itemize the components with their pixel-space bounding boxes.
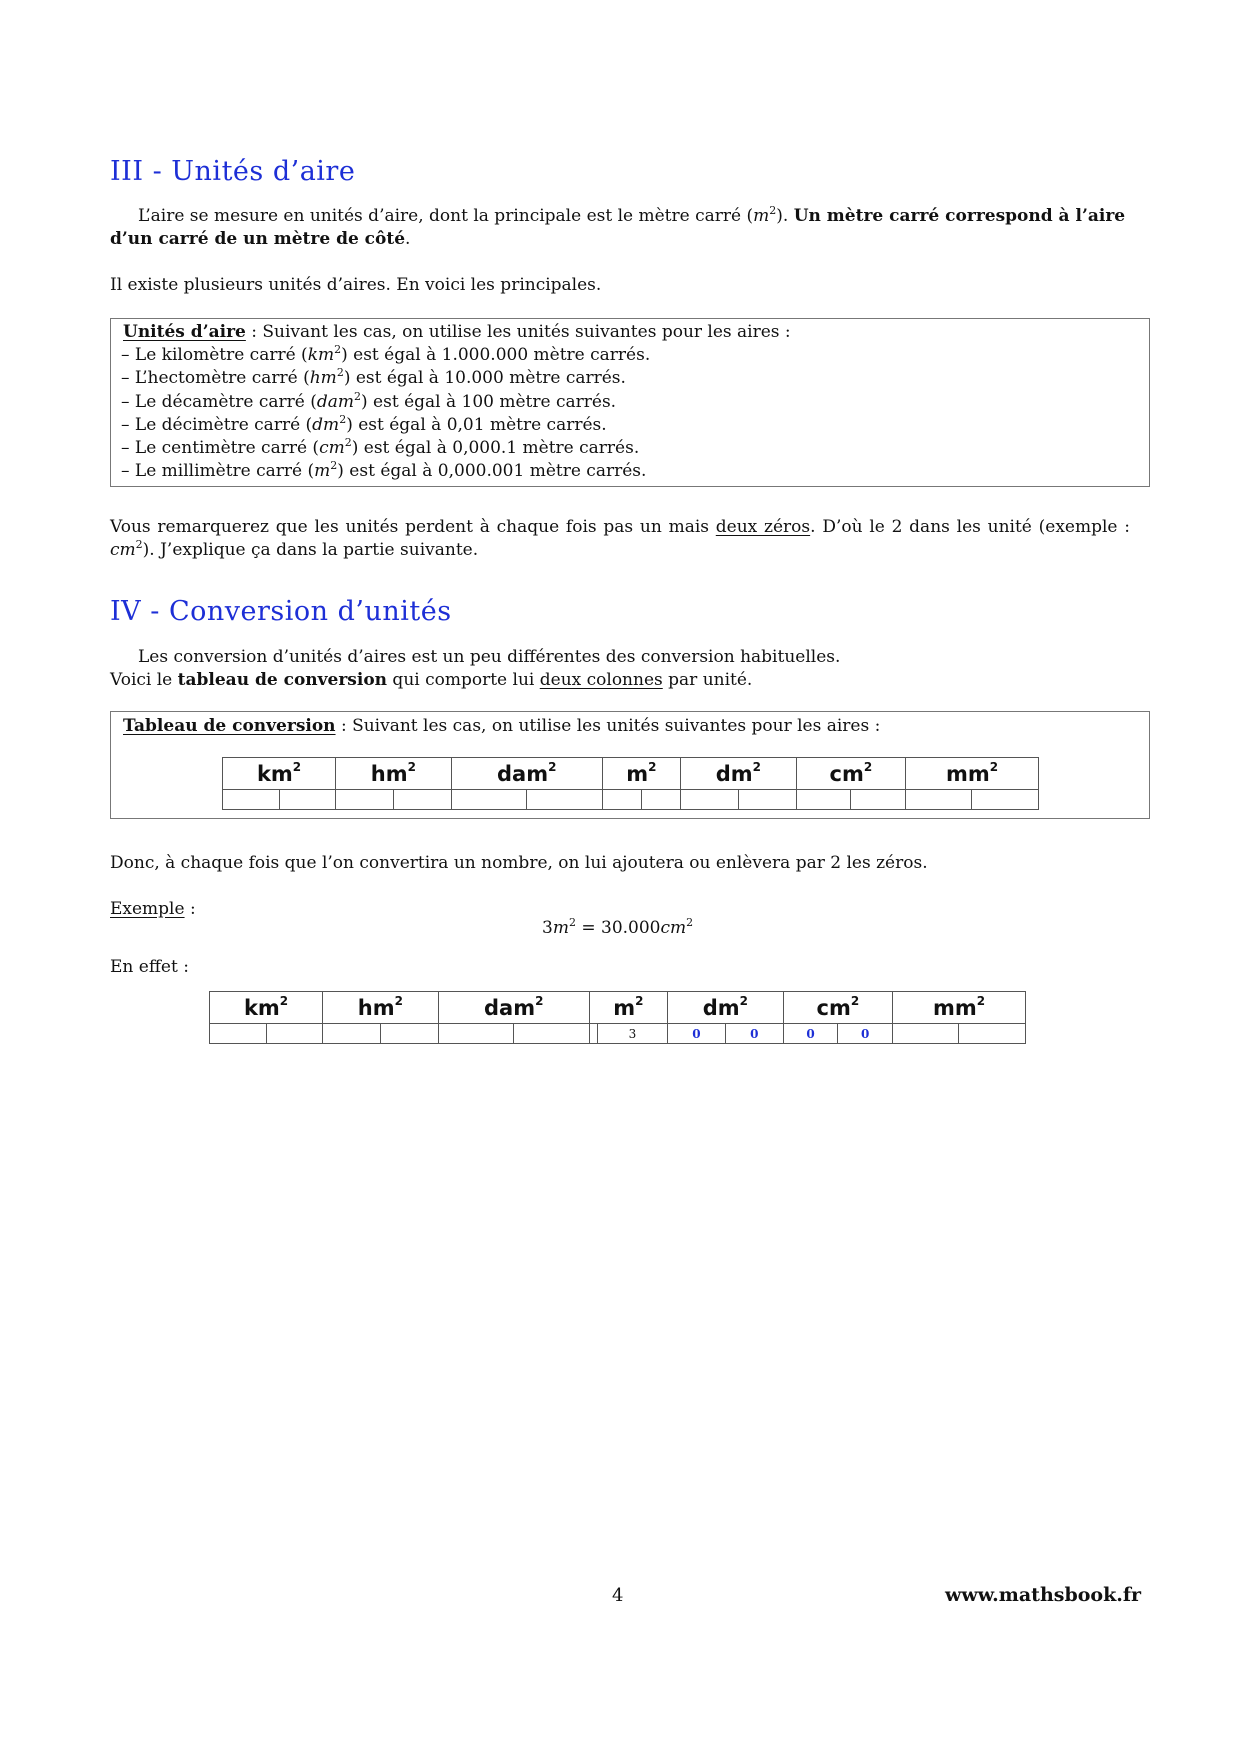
exponent: 2 — [769, 204, 777, 217]
unit-header-dam — [451, 758, 602, 790]
unit-header-mm — [893, 992, 1026, 1024]
page-number: 4 — [612, 1585, 624, 1606]
unit-label: dam — [497, 761, 549, 786]
text: par unité. — [662, 670, 753, 690]
exponent: 2 — [339, 412, 347, 426]
digit-cell — [893, 1024, 959, 1044]
underlined-text: deux colonnes — [539, 670, 663, 690]
digit-value: 0 — [750, 1026, 759, 1041]
unit-item-text: ) est égal à 0,01 mètre carrés. — [346, 414, 607, 435]
digit-cell — [380, 1024, 438, 1044]
exponent: 2 — [135, 538, 143, 551]
exponent: 2 — [344, 436, 352, 450]
conversion-table — [222, 757, 1039, 810]
unit-label: hm — [370, 761, 408, 786]
text: ). J’explique ça dans la partie suivante. — [142, 540, 479, 560]
unit-label: dam — [484, 995, 536, 1020]
digit-cell — [527, 790, 603, 810]
text: Voici le — [110, 670, 178, 690]
unit-item-text: ) est égal à 10.000 mètre carrés. — [343, 368, 626, 389]
exponent: 2 — [394, 993, 403, 1008]
unit-item-text: ) est égal à 0,000.001 mètre carrés. — [337, 461, 647, 482]
digit-value: 0 — [806, 1026, 815, 1041]
unit-item-text: – Le décimètre carré ( — [121, 414, 313, 435]
unit-item-text: – Le millimètre carré ( — [121, 461, 315, 482]
unit-item-text: – Le centimètre carré ( — [121, 438, 320, 459]
exponent: 2 — [548, 759, 557, 774]
unit-item-text: ) est égal à 0,000.1 mètre carrés. — [351, 438, 640, 459]
exponent: 2 — [648, 759, 657, 774]
digit-cell — [972, 790, 1039, 810]
unit-header-dm — [667, 992, 783, 1024]
unit-item-text: ) est égal à 1.000.000 mètre carrés. — [341, 345, 651, 366]
section-4-title: IV - Conversion d’unités — [110, 596, 452, 627]
exponent: 2 — [863, 759, 873, 774]
digit-cell — [393, 790, 451, 810]
text: . D’où le 2 dans les unité (exemple : — [810, 517, 1130, 537]
unit-item — [121, 391, 1149, 414]
conversion-box-intro: : Suivant les cas, on utilise les unités suivantes pour les aires : — [335, 716, 881, 736]
unit: cm — [110, 540, 136, 560]
bold-text: tableau de conversion — [177, 670, 388, 690]
section-4-paragraph-2 — [110, 669, 1140, 692]
text: : — [184, 899, 196, 919]
unit-label: cm — [816, 995, 851, 1020]
exponent: 2 — [850, 993, 860, 1008]
unit-label: mm — [945, 761, 990, 786]
unit-header-mm — [906, 758, 1039, 790]
unit-symbol: m — [314, 461, 331, 482]
unit-header-cm — [796, 758, 905, 790]
digit-cell — [438, 1024, 514, 1044]
unit-item-text: – Le décamètre carré ( — [121, 391, 317, 412]
digit-cell — [725, 1024, 783, 1044]
digit-cell — [667, 1024, 725, 1044]
digit-cell — [838, 1024, 893, 1044]
exponent: 2 — [686, 916, 694, 929]
unit-header-hm — [323, 992, 439, 1024]
section-3-paragraph-1 — [110, 205, 1140, 228]
exponent: 2 — [334, 343, 342, 357]
unit: m — [753, 206, 770, 226]
unit-symbol: hm — [309, 368, 337, 389]
exponent: 2 — [989, 759, 999, 774]
underlined-text: deux zéros — [715, 517, 811, 537]
units-box-heading-line — [123, 321, 1149, 344]
bold-text: Un mètre carré correspond à l’aire — [793, 206, 1126, 226]
unit-label: km — [243, 995, 280, 1020]
unit-item — [121, 414, 1149, 437]
unit-item-text: – Le kilomètre carré ( — [121, 345, 308, 366]
digit-cell — [680, 790, 738, 810]
digit-cell — [323, 1024, 381, 1044]
exponent: 2 — [292, 759, 302, 774]
exponent: 2 — [535, 993, 544, 1008]
conversion-box-heading: Tableau de conversion — [123, 716, 336, 736]
footer-site-link[interactable]: www.mathsbook.fr — [945, 1584, 1142, 1606]
formula-unit: m — [552, 918, 569, 938]
unit-label: km — [256, 761, 293, 786]
unit-label: dm — [715, 761, 753, 786]
exponent: 2 — [279, 993, 289, 1008]
digit-cell — [796, 790, 851, 810]
digit-cell — [210, 1024, 267, 1044]
digit-cell — [783, 1024, 838, 1044]
digit-cell — [641, 790, 680, 810]
unit-header-m — [602, 758, 680, 790]
digit-value: 0 — [861, 1026, 870, 1041]
digit-cell — [597, 1024, 667, 1044]
unit-item — [121, 460, 1149, 483]
unit-header-row — [210, 992, 1026, 1024]
formula-number: 3 — [542, 918, 553, 938]
unit-header-dm — [680, 758, 796, 790]
unit-item — [121, 437, 1149, 460]
digit-cell — [851, 790, 906, 810]
digit-cell — [602, 790, 641, 810]
digit-value: 0 — [692, 1026, 701, 1041]
unit-label: m — [613, 995, 636, 1020]
digit-cell — [223, 790, 280, 810]
unit-label: dm — [702, 995, 740, 1020]
section-4-paragraph-3: Donc, à chaque fois que l’on convertira un nombre, on lui ajoutera ou enlèvera par 2 les zéros. — [110, 853, 928, 873]
exponent: 2 — [568, 916, 576, 929]
text: ). — [776, 206, 789, 226]
unit-item — [121, 344, 1149, 367]
digit-value: 3 — [628, 1026, 637, 1041]
exponent: 2 — [407, 759, 416, 774]
formula-unit: cm — [660, 918, 687, 938]
units-box-heading: Unités d’aire — [123, 322, 246, 342]
exponent: 2 — [635, 993, 644, 1008]
formula-result: = 30.000 — [575, 918, 661, 938]
section-4-paragraph-1: Les conversion d’unités d’aires est un peu différentes des conversion habituelles. — [138, 647, 841, 667]
digit-cell — [336, 790, 394, 810]
exponent: 2 — [330, 459, 338, 473]
exponent: 2 — [976, 993, 986, 1008]
unit-item — [121, 367, 1149, 390]
units-box-intro: : Suivant les cas, on utilise les unités suivantes pour les aires : — [245, 322, 791, 342]
text: . — [405, 229, 411, 249]
digit-cell — [451, 790, 527, 810]
bold-text: d’un carré de un mètre de côté — [110, 229, 406, 249]
section-3-title: III - Unités d’aire — [110, 156, 356, 187]
conversion-box-heading-line — [123, 715, 1149, 738]
section-3-paragraph-2: Il existe plusieurs unités d’aires. En voici les principales. — [110, 275, 602, 295]
unit-item-text: – L’hectomètre carré ( — [121, 368, 310, 389]
unit-label: cm — [829, 761, 864, 786]
unit-header-dam — [438, 992, 589, 1024]
digit-row — [223, 790, 1039, 810]
digit-cell — [589, 1024, 597, 1044]
digit-cell — [279, 790, 336, 810]
section-3-paragraph-3 — [110, 516, 1130, 562]
unit-label: mm — [932, 995, 977, 1020]
example-conversion-table — [209, 991, 1026, 1044]
unit-item-text: ) est égal à 100 mètre carrés. — [361, 391, 617, 412]
unit-header-km — [223, 758, 336, 790]
digit-row — [210, 1024, 1026, 1044]
section-3-paragraph-1-cont — [110, 228, 1140, 251]
unit-header-km — [210, 992, 323, 1024]
exponent: 2 — [354, 389, 362, 403]
exponent: 2 — [336, 366, 344, 380]
digit-cell — [514, 1024, 590, 1044]
unit-header-m — [589, 992, 667, 1024]
text: qui comporte lui — [387, 670, 540, 690]
example-formula — [542, 918, 693, 938]
digit-cell — [906, 790, 972, 810]
unit-label: hm — [357, 995, 395, 1020]
unit-symbol: km — [307, 345, 335, 366]
unit-header-hm — [336, 758, 452, 790]
unit-label: m — [626, 761, 649, 786]
exponent: 2 — [752, 759, 761, 774]
units-list — [111, 344, 1149, 483]
example-label: Exemple — [110, 899, 185, 919]
text: L’aire se mesure en unités d’aire, dont la principale est le mètre carré ( — [138, 206, 754, 226]
unit-symbol: dm — [312, 414, 340, 435]
digit-cell — [738, 790, 796, 810]
digit-cell — [959, 1024, 1026, 1044]
units-box — [110, 318, 1150, 487]
unit-symbol: cm — [319, 438, 345, 459]
unit-header-row — [223, 758, 1039, 790]
text: Vous remarquerez que les unités perdent à chaque fois pas un mais — [110, 517, 716, 537]
exponent: 2 — [739, 993, 748, 1008]
unit-symbol: dam — [316, 391, 355, 412]
digit-cell — [266, 1024, 323, 1044]
unit-header-cm — [783, 992, 892, 1024]
en-effet-label: En effet : — [110, 957, 189, 977]
